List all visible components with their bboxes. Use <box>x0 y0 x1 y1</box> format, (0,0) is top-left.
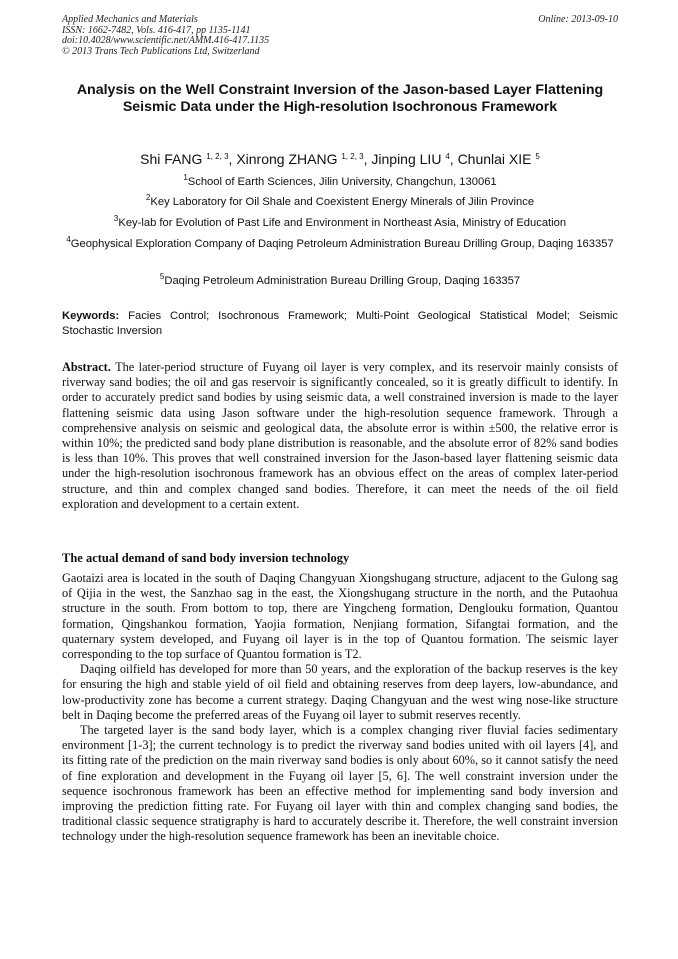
abstract-label: Abstract. <box>62 360 111 374</box>
affiliation <box>62 195 618 209</box>
journal-header <box>62 15 618 57</box>
issn-line: ISSN: 1662-7482, Vols. 416-417, pp 1135-1141 <box>62 24 251 36</box>
affiliation-text: Geophysical Exploration Company of Daqing Petroleum Administration Bureau Drilling Group, Daqing 163357 <box>70 238 614 250</box>
affiliation <box>62 274 618 288</box>
affiliation-marker: 1 <box>183 173 188 182</box>
keywords-label: Keywords: <box>62 310 120 322</box>
keywords-text: Facies Control; Isochronous Framework; Multi-Point Geological Statistical Model; Seismic Stochastic Inversion <box>62 310 619 337</box>
keywords <box>62 309 618 338</box>
online-date: Online: 2013-09-10 <box>538 14 618 25</box>
author-name: Jinping LIU <box>371 151 442 167</box>
affiliation-text: School of Earth Sciences, Jilin University, Changchun, 130061 <box>187 176 497 188</box>
affiliation-marker: 5 <box>159 272 165 281</box>
author-name: Chunlai XIE <box>457 151 532 167</box>
author-name: Xinrong ZHANG <box>236 151 338 167</box>
affiliation <box>62 237 618 251</box>
affiliation-text: Daqing Petroleum Administration Bureau Drilling Group, Daqing 163357 <box>164 275 521 287</box>
copyright-line: © 2013 Trans Tech Publications Ltd, Switzerland <box>62 45 260 57</box>
author-affiliation-marker: 5 <box>535 152 540 161</box>
abstract <box>62 360 618 512</box>
author-affiliation-marker: 4 <box>445 152 450 161</box>
body-paragraph: Gaotaizi area is located in the south of Daqing Changyuan Xiongshugang structure, adjacent to the Gulong sag of Qijia in the west, the Sanzhao sag in the east, the Xiongshugang structure in the north, and the Putaohua structure in the south. From bottom to top, there are Yingcheng formation, Denglouku formation, Quantou formation, Qingshankou formation, Yaojia formation, Nenjiang formation, Sifangtai formation, and the quaternary system developed, and Fuyang oil layer is in the top of Quantou formation. The seismic layer corresponding to the top surface of Quantou formation is T2. <box>62 571 618 662</box>
section-body <box>62 571 618 845</box>
doi-line: doi:10.4028/www.scientific.net/AMM.416-417.1135 <box>62 35 270 46</box>
author-affiliation-marker: 1, 2, 3 <box>206 152 229 161</box>
affiliation-text: Key Laboratory for Oil Shale and Coexistent Energy Minerals of Jilin Province <box>150 196 535 208</box>
author-list: Shi FANG $^{1, 2, 3}$, Xinrong ZHANG $^{1, 2, 3}$, Jinping LIU $^4$, Chunlai XIE $^5$ <box>140 151 540 167</box>
author-name: Shi FANG <box>140 151 203 167</box>
affiliation <box>62 216 618 230</box>
section-heading: The actual demand of sand body inversion technology <box>62 551 350 565</box>
abstract-text: The later-period structure of Fuyang oil layer is very complex, and its reservoir mainly consists of riverway sand bodies; the oil and gas reservoir is significantly concealed, so it is greatly difficult to identify. In order to accurately predict sand bodies by using seismic data, a well constrained inversion is made to the layer flattening seismic data using Jason software under the high-resolution sequence framework. Through a comprehensive analysis on seismic and geological data, the absolute error is within ±500, the relative error is within 10%; the predicted sand body plane distribution is reasonable, and the absolute error of 82% sand bodies is less than 10%. This proves that well constrained inversion for the Jason-based layer flattening seismic data under the high-resolution isochronous framework has an obvious effect on the areas of complex later-period structure, and thin and complex changed sand bodies. Therefore, it can meet the needs of the oil field exploration and development to a certain extent. <box>62 360 618 511</box>
author-affiliation-marker: 1, 2, 3 <box>341 152 364 161</box>
affiliation-text: Key-lab for Evolution of Past Life and Environment in Northeast Asia, Ministry of Education <box>118 217 567 229</box>
affiliation-marker: 4 <box>66 235 71 244</box>
body-paragraph: The targeted layer is the sand body layer, which is a complex changing river fluvial facies sedimentary environment [1-3]; the current technology is to predict the riverway sand bodies united with oil layers [4], and its fitting rate of the prediction on the main riverway sand bodies is only about 60%, so it cannot satisfy the need of fine exploration and development in the Fuyang oil layer [5, 6]. The well constraint inversion under the sequence isochronous framework has been an effective method for implementing sand body inversion and improving the prediction fitting rate. For Fuyang oil layer with thin and complex changing sand bodies, the traditional classic sequence stratigraphy is hard to accurately describe it. Therefore, the well constraint inversion technology under the high-resolution sequence framework has been an inevitable choice. <box>62 723 618 844</box>
affiliation-marker: 3 <box>113 214 119 223</box>
affiliation-marker: 2 <box>145 193 151 202</box>
journal-name: Applied Mechanics and Materials <box>62 14 198 25</box>
affiliation <box>62 175 618 189</box>
body-paragraph: Daqing oilfield has developed for more than 50 years, and the exploration of the backup reserves is the key for ensuring the high and stable yield of oil field and obtaining reserves from deep layers, low-abundance, and low-productivity zone has become a current strategy. Daqing Changyuan and the west wing nose-like structure belt in Daqing become the preferred areas of the Fuyang oil layer to submit reserves recently. <box>62 662 618 722</box>
paper-title: Analysis on the Well Constraint Inversion of the Jason-based Layer Flattening Seismic Data under the High-resolution Isochronous Framework <box>76 82 604 115</box>
